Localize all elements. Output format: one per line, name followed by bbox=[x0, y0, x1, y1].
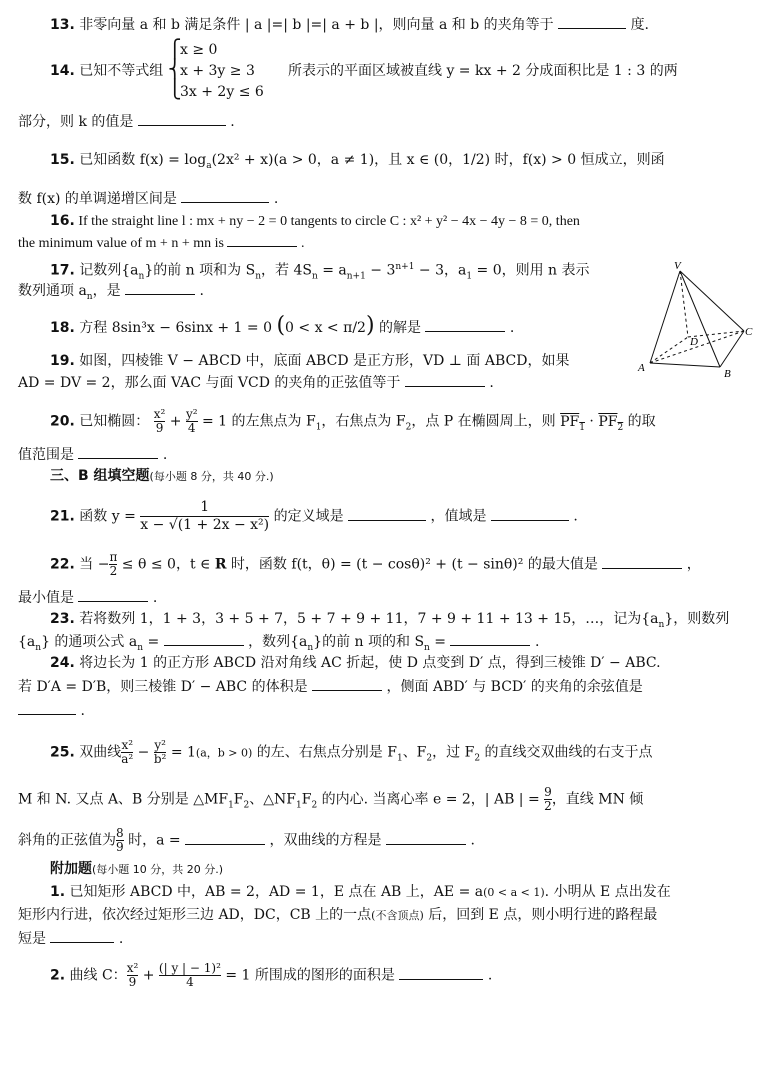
label-d: D bbox=[690, 336, 698, 348]
answer-blank[interactable] bbox=[405, 372, 485, 387]
answer-blank[interactable] bbox=[558, 14, 626, 29]
answer-blank[interactable] bbox=[125, 280, 195, 295]
left-brace: ⎧ bbox=[168, 39, 182, 60]
answer-blank[interactable] bbox=[78, 444, 158, 459]
label-v: V bbox=[674, 260, 681, 272]
label-c: C bbox=[745, 326, 753, 338]
answer-blank[interactable] bbox=[312, 676, 382, 691]
answer-blank[interactable] bbox=[181, 188, 269, 203]
answer-blank[interactable] bbox=[602, 554, 682, 569]
answer-blank[interactable] bbox=[18, 700, 76, 715]
pyramid-figure bbox=[636, 257, 753, 380]
answer-blank[interactable] bbox=[386, 830, 466, 845]
answer-blank[interactable] bbox=[399, 965, 483, 980]
extra-problem-2: 2. 曲线 C： $\frac{\text{x²}}{9}$ + $\frac{\text{(| y | − 1)²}}{4}$ = 1 所围成的图形的面积是 . bbox=[50, 961, 493, 989]
label-b: B bbox=[724, 368, 731, 380]
extra-section-header: 附加题(每小题 10 分，共 20 分.) bbox=[50, 861, 224, 877]
answer-blank[interactable] bbox=[78, 587, 148, 602]
section-b-header: 三、B 组填空题(每小题 8 分，共 40 分.) bbox=[50, 468, 274, 484]
answer-blank[interactable] bbox=[348, 506, 426, 521]
answer-blank[interactable] bbox=[450, 631, 530, 646]
answer-blank[interactable] bbox=[425, 317, 505, 332]
answer-blank[interactable] bbox=[50, 928, 114, 943]
problem-18: 18. 方程 8sin³x − 6sinx + 1 = 0 (0 < x < π/2) 的解是 . bbox=[50, 313, 515, 338]
answer-blank[interactable] bbox=[227, 232, 297, 247]
answer-blank[interactable] bbox=[185, 830, 265, 845]
answer-blank[interactable] bbox=[138, 111, 226, 126]
answer-blank[interactable] bbox=[491, 506, 569, 521]
label-a: A bbox=[638, 362, 645, 374]
problem-13: 13. 非零向量 a 和 b 满足条件 | a |=| b |=| a + b |，则向量 a 和 b 的夹角等于 度. bbox=[50, 14, 649, 35]
answer-blank[interactable] bbox=[164, 631, 244, 646]
problem-21: 21. 函数 y = $\frac{1}{\text{x − √(1 + 2x − x²)}}$ 的定义域是 ，值域是 . bbox=[50, 499, 578, 533]
